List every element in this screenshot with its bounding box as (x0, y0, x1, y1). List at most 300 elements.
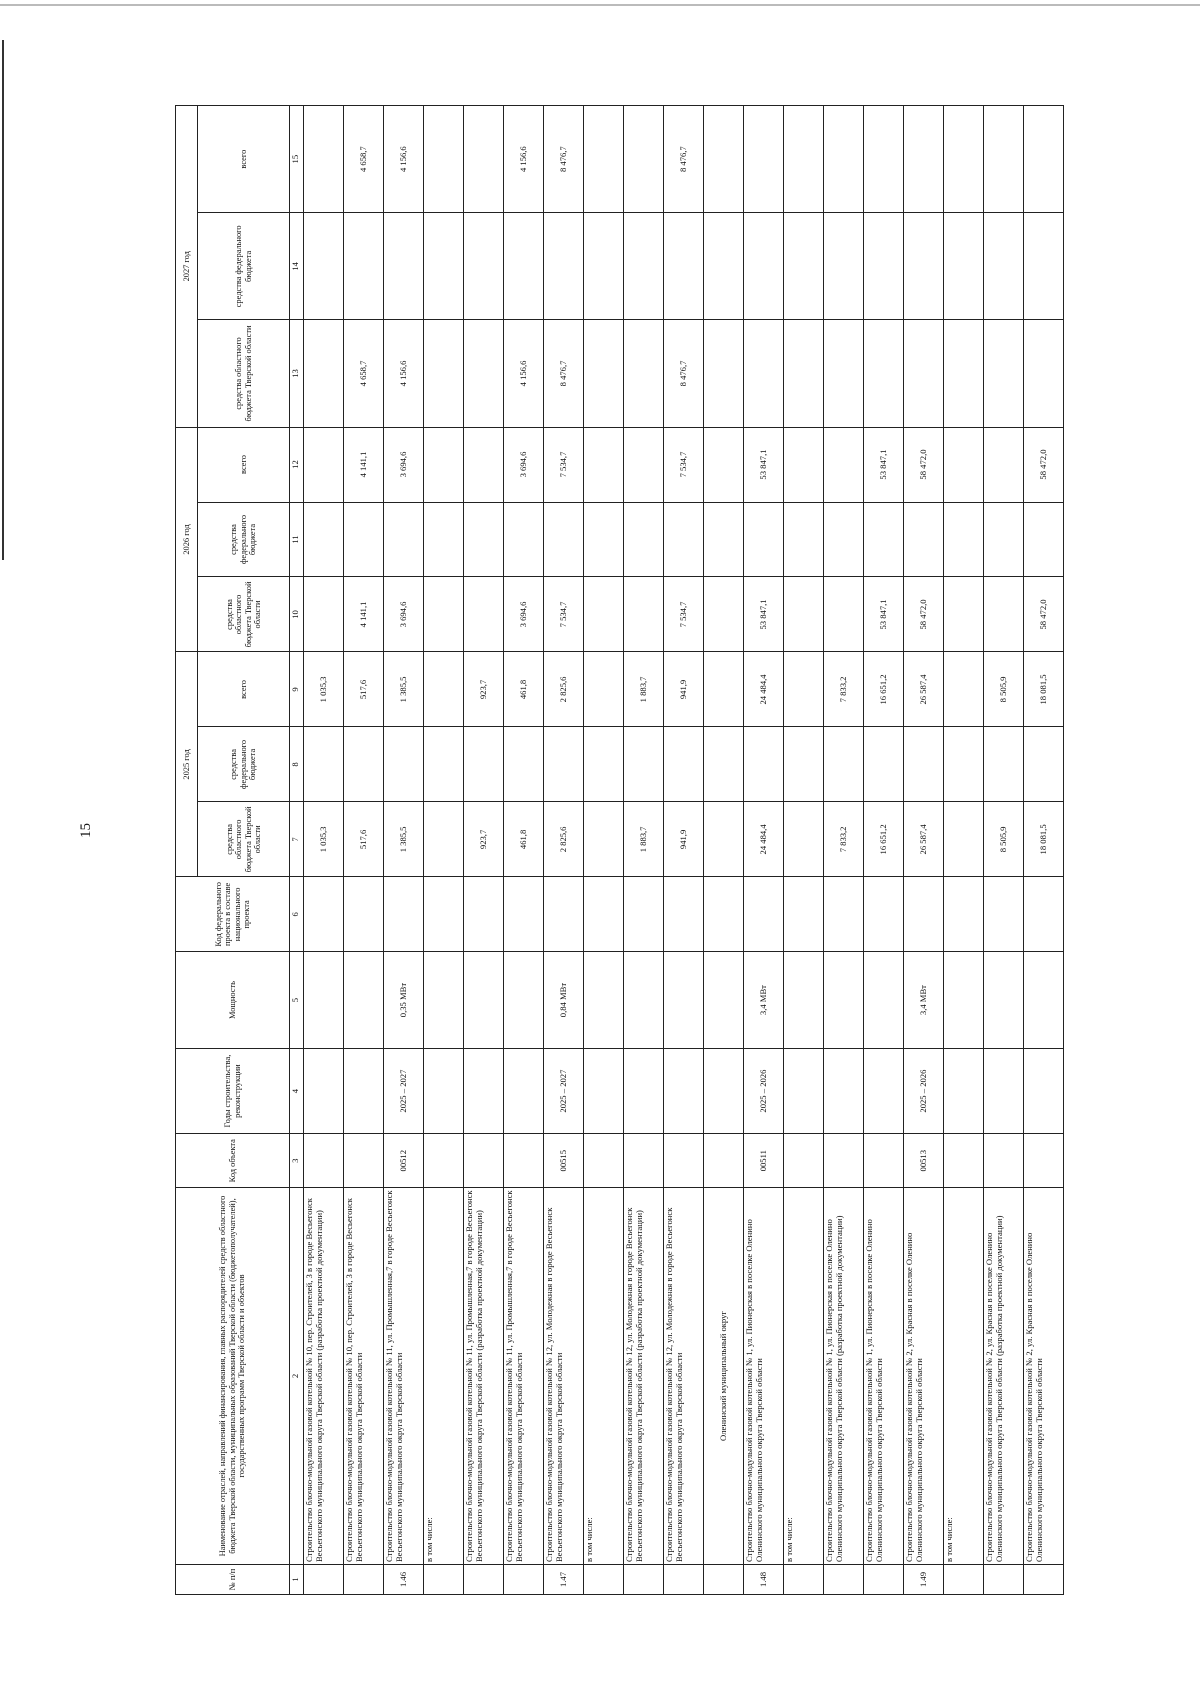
total-2027 (944, 106, 984, 213)
federal-2026 (784, 502, 824, 577)
regional-2027 (984, 320, 1024, 427)
object-code (944, 1134, 984, 1188)
federal-project-code (704, 877, 744, 952)
header-total-2025: всего (198, 652, 290, 727)
federal-2026 (424, 502, 464, 577)
federal-project-code (1024, 877, 1064, 952)
total-2026 (424, 427, 464, 502)
regional-2027 (584, 320, 624, 427)
regional-2026 (704, 577, 744, 652)
regional-2025 (784, 802, 824, 877)
total-2025: 26 587,4 (904, 652, 944, 727)
total-2025: 461,8 (504, 652, 544, 727)
table-row (1024, 106, 1064, 1595)
object-code (584, 1134, 624, 1188)
table-row (344, 106, 384, 1595)
total-2027 (744, 106, 784, 213)
federal-2026 (624, 502, 664, 577)
object-name: Строительство блочно-модульной газовой котельной № 10, пер. Строителей, 3 в городе Весьегонск Весьегонского муниципального округа Тверской области (344, 1187, 384, 1564)
object-name: в том числе: (784, 1187, 824, 1564)
federal-2025 (704, 727, 744, 802)
capacity (704, 952, 744, 1048)
total-2027 (864, 106, 904, 213)
regional-2027 (1024, 320, 1064, 427)
regional-2025 (944, 802, 984, 877)
total-2027 (904, 106, 944, 213)
object-name: Строительство блочно-модульной газовой котельной № 1, ул. Пионерская в поселке Оленино Оленинского муниципального округа Тверской области (744, 1187, 784, 1564)
header-row-1 (176, 106, 198, 1595)
table-row (864, 106, 904, 1595)
table-row (784, 106, 824, 1595)
total-2027 (424, 106, 464, 213)
capacity (504, 952, 544, 1048)
total-2025: 7 833,2 (824, 652, 864, 727)
federal-2026 (904, 502, 944, 577)
object-name: Оленинский муниципальный округ (704, 1187, 744, 1564)
construction-years: 2025 – 2027 (384, 1048, 424, 1134)
federal-2027 (704, 213, 744, 320)
federal-2026 (944, 502, 984, 577)
row-number (824, 1565, 864, 1595)
regional-2027 (904, 320, 944, 427)
table-row (584, 106, 624, 1595)
total-2025: 18 081,5 (1024, 652, 1064, 727)
column-number: 11 (290, 502, 304, 577)
total-2026: 53 847,1 (864, 427, 904, 502)
object-name: в том числе: (424, 1187, 464, 1564)
row-number: 1.49 (904, 1565, 944, 1595)
federal-project-code (624, 877, 664, 952)
federal-2027 (544, 213, 584, 320)
column-number: 5 (290, 952, 304, 1048)
regional-2027 (784, 320, 824, 427)
object-code (624, 1134, 664, 1188)
object-code (304, 1134, 344, 1188)
federal-project-code (744, 877, 784, 952)
total-2026: 3 694,6 (504, 427, 544, 502)
total-2027 (584, 106, 624, 213)
construction-years: 2025 – 2027 (544, 1048, 584, 1134)
regional-2025: 16 651,2 (864, 802, 904, 877)
construction-years (784, 1048, 824, 1134)
total-2027 (464, 106, 504, 213)
table-row (464, 106, 504, 1595)
total-2025: 941,9 (664, 652, 704, 727)
construction-years (864, 1048, 904, 1134)
table-row (664, 106, 704, 1595)
header-regional-2027: средства областного бюджета Тверской области (198, 320, 290, 427)
federal-2025 (624, 727, 664, 802)
capacity: 0,84 МВт (544, 952, 584, 1048)
capacity (344, 952, 384, 1048)
federal-2027 (584, 213, 624, 320)
rotated-page-content (175, 105, 1175, 1595)
federal-2025 (664, 727, 704, 802)
construction-years (424, 1048, 464, 1134)
construction-years (504, 1048, 544, 1134)
table-body (304, 106, 1064, 1595)
header-col-3: Код объекта (176, 1134, 290, 1188)
row-number (424, 1565, 464, 1595)
header-federal-2026: средства федерального бюджета (198, 502, 290, 577)
capacity (944, 952, 984, 1048)
federal-2027 (384, 213, 424, 320)
header-col-1: № п/п (176, 1565, 290, 1595)
capacity (784, 952, 824, 1048)
construction-years: 2025 – 2026 (744, 1048, 784, 1134)
regional-2025: 18 081,5 (1024, 802, 1064, 877)
column-number: 7 (290, 802, 304, 877)
row-number (584, 1565, 624, 1595)
regional-2025: 7 833,2 (824, 802, 864, 877)
table-row (624, 106, 664, 1595)
table-row (424, 106, 464, 1595)
header-regional-2026: средства областного бюджета Тверской области (198, 577, 290, 652)
total-2025: 1 035,3 (304, 652, 344, 727)
federal-2026 (864, 502, 904, 577)
total-2026: 7 534,7 (664, 427, 704, 502)
total-2026 (984, 427, 1024, 502)
total-2025 (584, 652, 624, 727)
capacity (1024, 952, 1064, 1048)
capacity (624, 952, 664, 1048)
header-col-4: Годы строительства, реконструкции (176, 1048, 290, 1134)
table-row (944, 106, 984, 1595)
total-2026: 53 847,1 (744, 427, 784, 502)
regional-2026 (984, 577, 1024, 652)
regional-2027: 8 476,7 (664, 320, 704, 427)
table-row (744, 106, 784, 1595)
regional-2026 (304, 577, 344, 652)
table-row (904, 106, 944, 1595)
capacity: 3,4 МВт (904, 952, 944, 1048)
total-2027 (1024, 106, 1064, 213)
regional-2027 (824, 320, 864, 427)
object-name: Строительство блочно-модульной газовой котельной № 1, ул. Пионерская в поселке Оленино Оленинского муниципального округа Тверской области (разработка проектной документации) (824, 1187, 864, 1564)
total-2026: 3 694,6 (384, 427, 424, 502)
total-2025 (944, 652, 984, 727)
regional-2025 (704, 802, 744, 877)
construction-years (304, 1048, 344, 1134)
capacity (584, 952, 624, 1048)
object-name: Строительство блочно-модульной газовой котельной № 2, ул. Красная в поселке Оленино Оленинского муниципального округа Тверской области (904, 1187, 944, 1564)
total-2026 (704, 427, 744, 502)
federal-2025 (944, 727, 984, 802)
total-2027 (824, 106, 864, 213)
federal-2027 (424, 213, 464, 320)
federal-2027 (344, 213, 384, 320)
federal-2025 (1024, 727, 1064, 802)
federal-project-code (384, 877, 424, 952)
object-code: 00512 (384, 1134, 424, 1188)
object-name: Строительство блочно-модульной газовой котельной № 10, пер. Строителей, 3 в городе Весьегонск Весьегонского муниципального округа Тверской области (разработка проектной документации) (304, 1187, 344, 1564)
regional-2026: 3 694,6 (384, 577, 424, 652)
federal-2027 (944, 213, 984, 320)
regional-2027 (424, 320, 464, 427)
total-2025: 24 484,4 (744, 652, 784, 727)
column-number: 13 (290, 320, 304, 427)
regional-2026 (424, 577, 464, 652)
federal-2027 (864, 213, 904, 320)
object-name: Строительство блочно-модульной газовой котельной № 2, ул. Красная в поселке Оленино Оленинского муниципального округа Тверской области (разработка проектной документации) (984, 1187, 1024, 1564)
table-row (984, 106, 1024, 1595)
column-number: 6 (290, 877, 304, 952)
federal-2027 (464, 213, 504, 320)
regional-2027: 4 658,7 (344, 320, 384, 427)
total-2027: 8 476,7 (664, 106, 704, 213)
federal-2027 (984, 213, 1024, 320)
regional-2026: 7 534,7 (664, 577, 704, 652)
construction-years (464, 1048, 504, 1134)
header-col-6: Код федерального проекта в составе национального проекта (176, 877, 290, 952)
object-name: Строительство блочно-модульной газовой котельной № 12, ул. Молодежная в городе Весьегонск Весьегонского муниципального округа Тверской области (544, 1187, 584, 1564)
header-total-2027: всего (198, 106, 290, 213)
total-2025: 2 825,6 (544, 652, 584, 727)
federal-project-code (904, 877, 944, 952)
row-number (344, 1565, 384, 1595)
regional-2025: 923,7 (464, 802, 504, 877)
regional-2025: 24 484,4 (744, 802, 784, 877)
header-year-2027: 2027 год (176, 106, 198, 428)
total-2027: 4 156,6 (384, 106, 424, 213)
federal-2025 (904, 727, 944, 802)
column-number: 8 (290, 727, 304, 802)
federal-project-code (944, 877, 984, 952)
federal-2027 (744, 213, 784, 320)
column-number: 12 (290, 427, 304, 502)
total-2027 (984, 106, 1024, 213)
regional-2027: 4 156,6 (504, 320, 544, 427)
row-number: 1.47 (544, 1565, 584, 1595)
total-2027: 4 156,6 (504, 106, 544, 213)
object-name: Строительство блочно-модульной газовой котельной № 1, ул. Пионерская в поселке Оленино Оленинского муниципального округа Тверской области (864, 1187, 904, 1564)
regional-2025: 26 587,4 (904, 802, 944, 877)
total-2026 (584, 427, 624, 502)
federal-2025 (824, 727, 864, 802)
regional-2026 (624, 577, 664, 652)
construction-years (1024, 1048, 1064, 1134)
capacity (824, 952, 864, 1048)
federal-2027 (504, 213, 544, 320)
regional-2026 (784, 577, 824, 652)
object-name: в том числе: (584, 1187, 624, 1564)
total-2025: 16 651,2 (864, 652, 904, 727)
regional-2025: 461,8 (504, 802, 544, 877)
table-row (304, 106, 344, 1595)
total-2026 (824, 427, 864, 502)
row-number (664, 1565, 704, 1595)
total-2026 (944, 427, 984, 502)
regional-2026 (824, 577, 864, 652)
regional-2027 (744, 320, 784, 427)
federal-2026 (504, 502, 544, 577)
regional-2025: 941,9 (664, 802, 704, 877)
federal-project-code (824, 877, 864, 952)
regional-2026: 3 694,6 (504, 577, 544, 652)
federal-2026 (384, 502, 424, 577)
capacity: 0,35 МВт (384, 952, 424, 1048)
table-row (704, 106, 744, 1595)
capacity (464, 952, 504, 1048)
total-2025: 1 883,7 (624, 652, 664, 727)
regional-2026: 4 141,1 (344, 577, 384, 652)
federal-2026 (744, 502, 784, 577)
object-code: 00511 (744, 1134, 784, 1188)
header-federal-2025: средства федерального бюджета (198, 727, 290, 802)
regional-2025: 2 825,6 (544, 802, 584, 877)
total-2025: 8 505,9 (984, 652, 1024, 727)
total-2025 (424, 652, 464, 727)
regional-2026: 53 847,1 (744, 577, 784, 652)
federal-project-code (584, 877, 624, 952)
object-code (664, 1134, 704, 1188)
header-regional-2025: средства областного бюджета Тверской области (198, 802, 290, 877)
federal-2025 (984, 727, 1024, 802)
header-col-5: Мощность (176, 952, 290, 1048)
federal-project-code (344, 877, 384, 952)
column-number-row (290, 106, 304, 1595)
object-name: Строительство блочно-модульной газовой котельной № 11, ул. Промышленная,7 в городе Весьегонск Весьегонского муниципального округа Тверской области (разработка проектной документации) (464, 1187, 504, 1564)
federal-2027 (624, 213, 664, 320)
federal-2027 (784, 213, 824, 320)
row-number (944, 1565, 984, 1595)
construction-years (624, 1048, 664, 1134)
object-name: Строительство блочно-модульной газовой котельной № 2, ул. Красная в поселке Оленино Оленинского муниципального округа Тверской области (1024, 1187, 1064, 1564)
federal-2027 (1024, 213, 1064, 320)
federal-2026 (984, 502, 1024, 577)
construction-years (944, 1048, 984, 1134)
object-code (784, 1134, 824, 1188)
object-code (984, 1134, 1024, 1188)
total-2025: 1 385,5 (384, 652, 424, 727)
row-number (984, 1565, 1024, 1595)
regional-2025: 8 505,9 (984, 802, 1024, 877)
federal-2025 (784, 727, 824, 802)
construction-years: 2025 – 2026 (904, 1048, 944, 1134)
regional-2027 (624, 320, 664, 427)
federal-2026 (304, 502, 344, 577)
total-2026 (624, 427, 664, 502)
federal-project-code (544, 877, 584, 952)
column-number: 9 (290, 652, 304, 727)
column-number: 14 (290, 213, 304, 320)
regional-2025 (584, 802, 624, 877)
federal-project-code (864, 877, 904, 952)
header-year-2026: 2026 год (176, 427, 198, 652)
federal-2026 (464, 502, 504, 577)
capacity (984, 952, 1024, 1048)
federal-2025 (584, 727, 624, 802)
scan-top-line (0, 4, 1200, 6)
capacity (864, 952, 904, 1048)
capacity (424, 952, 464, 1048)
total-2026: 58 472,0 (904, 427, 944, 502)
federal-2026 (544, 502, 584, 577)
column-number: 15 (290, 106, 304, 213)
federal-project-code (984, 877, 1024, 952)
federal-2025 (424, 727, 464, 802)
regional-2027: 8 476,7 (544, 320, 584, 427)
header-year-2025: 2025 год (176, 652, 198, 877)
total-2025 (784, 652, 824, 727)
regional-2026: 7 534,7 (544, 577, 584, 652)
row-number (504, 1565, 544, 1595)
regional-2027 (464, 320, 504, 427)
header-col-2: Наименование отраслей, направлений финансирования, главных распорядителей средств областного бюджета Тверской области, муниципальных образований Тверской области (бюджетополучателей), государственных программ Тверской области и объектов (176, 1187, 290, 1564)
total-2027 (304, 106, 344, 213)
object-name: Строительство блочно-модульной газовой котельной № 12, ул. Молодежная в городе Весьегонск Весьегонского муниципального округа Тверской области (664, 1187, 704, 1564)
object-name: Строительство блочно-модульной газовой котельной № 11, ул. Промышленная,7 в городе Весьегонск Весьегонского муниципального округа Тверской области (384, 1187, 424, 1564)
total-2027: 8 476,7 (544, 106, 584, 213)
federal-2027 (304, 213, 344, 320)
table-row (504, 106, 544, 1595)
object-name: в том числе: (944, 1187, 984, 1564)
total-2026 (304, 427, 344, 502)
federal-2025 (304, 727, 344, 802)
row-number (624, 1565, 664, 1595)
federal-2026 (584, 502, 624, 577)
object-code (464, 1134, 504, 1188)
federal-project-code (304, 877, 344, 952)
federal-2025 (464, 727, 504, 802)
total-2027: 4 658,7 (344, 106, 384, 213)
row-number (784, 1565, 824, 1595)
object-code (504, 1134, 544, 1188)
construction-years (704, 1048, 744, 1134)
regional-2027 (864, 320, 904, 427)
object-name: Строительство блочно-модульной газовой котельной № 11, ул. Промышленная,7 в городе Весьегонск Весьегонского муниципального округа Тверской области (504, 1187, 544, 1564)
federal-2026 (1024, 502, 1064, 577)
object-code: 00513 (904, 1134, 944, 1188)
table-row (384, 106, 424, 1595)
federal-2027 (824, 213, 864, 320)
column-number: 4 (290, 1048, 304, 1134)
regional-2027: 4 156,6 (384, 320, 424, 427)
regional-2025 (424, 802, 464, 877)
total-2026: 7 534,7 (544, 427, 584, 502)
federal-project-code (424, 877, 464, 952)
federal-2027 (664, 213, 704, 320)
total-2025 (704, 652, 744, 727)
construction-years (584, 1048, 624, 1134)
federal-project-code (664, 877, 704, 952)
federal-2025 (744, 727, 784, 802)
federal-2026 (664, 502, 704, 577)
regional-2025: 1 385,5 (384, 802, 424, 877)
total-2027 (784, 106, 824, 213)
federal-2025 (544, 727, 584, 802)
total-2026 (464, 427, 504, 502)
total-2026: 58 472,0 (1024, 427, 1064, 502)
column-number: 10 (290, 577, 304, 652)
object-code (344, 1134, 384, 1188)
row-number (864, 1565, 904, 1595)
regional-2026: 58 472,0 (1024, 577, 1064, 652)
federal-2026 (704, 502, 744, 577)
regional-2026: 58 472,0 (904, 577, 944, 652)
header-federal-2027: средства федерального бюджета (198, 213, 290, 320)
federal-2026 (824, 502, 864, 577)
regional-2025: 1 883,7 (624, 802, 664, 877)
row-number (464, 1565, 504, 1595)
total-2025: 517,6 (344, 652, 384, 727)
regional-2025: 1 035,3 (304, 802, 344, 877)
object-code (1024, 1134, 1064, 1188)
object-code (824, 1134, 864, 1188)
row-number: 1.46 (384, 1565, 424, 1595)
federal-2025 (864, 727, 904, 802)
regional-2026 (464, 577, 504, 652)
